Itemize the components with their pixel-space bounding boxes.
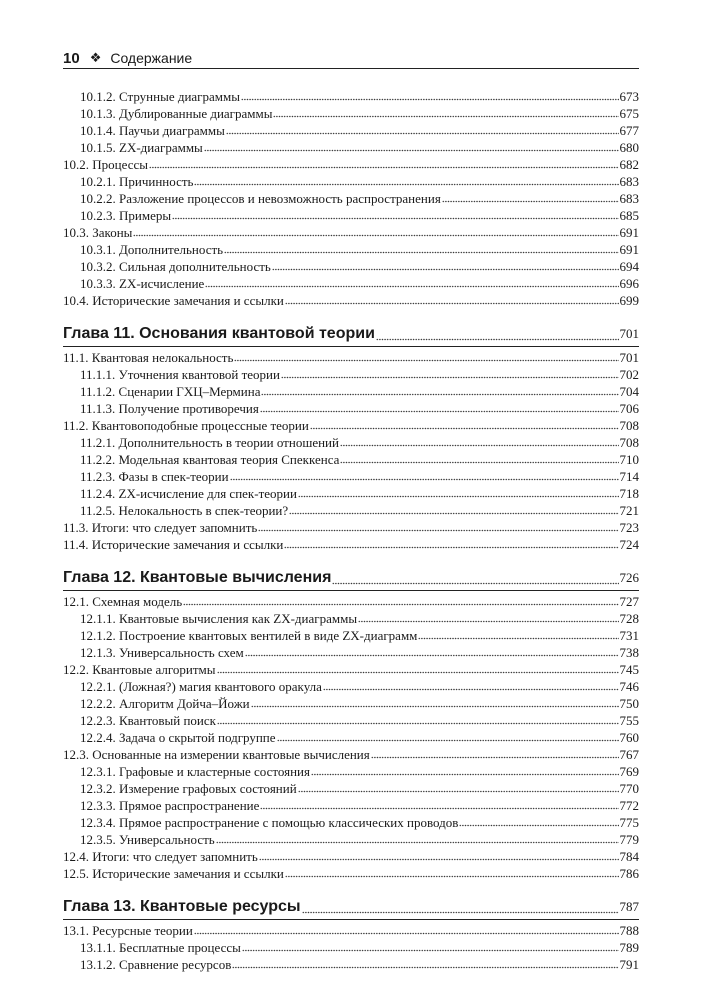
toc-page-number: 691 xyxy=(619,242,639,257)
toc-subsection[interactable] xyxy=(63,939,639,956)
toc-subsection[interactable] xyxy=(63,814,639,831)
dot-leader xyxy=(259,849,619,861)
toc-page-number: 791 xyxy=(619,957,639,972)
toc-subsection[interactable] xyxy=(63,956,639,973)
dot-leader xyxy=(310,418,619,430)
dot-leader xyxy=(311,764,619,776)
toc-section[interactable] xyxy=(63,848,639,865)
dot-leader xyxy=(281,367,619,379)
toc-page-number: 789 xyxy=(619,940,639,955)
running-title: Содержание xyxy=(110,50,193,66)
dot-leader xyxy=(260,798,618,810)
dot-leader xyxy=(183,594,618,606)
toc-entry-title: 10.1.3. Дублированные диаграммы xyxy=(80,106,273,121)
toc-page-number: 788 xyxy=(619,923,639,938)
toc-entry-title: 12.2.2. Алгоритм Дойча–Йожи xyxy=(80,696,250,711)
dot-leader xyxy=(149,157,619,169)
toc-entry-title: 12.1.1. Квантовые вычисления как ZX-диаграммы xyxy=(80,611,358,626)
table-of-contents xyxy=(63,88,639,973)
dot-leader xyxy=(459,815,618,827)
dot-leader xyxy=(205,276,618,288)
toc-entry-title: 12.1.3. Универсальность схем xyxy=(80,645,244,660)
toc-section[interactable] xyxy=(63,292,639,309)
toc-chapter-12[interactable] xyxy=(63,567,639,589)
toc-entry-title: 12.2.4. Задача о скрытой подгруппе xyxy=(80,730,276,745)
toc-subsection[interactable] xyxy=(63,468,639,485)
toc-entry-title: 11.4. Исторические замечания и ссылки xyxy=(63,537,284,552)
dot-leader xyxy=(298,486,619,498)
toc-entry-title: 12.5. Исторические замечания и ссылки xyxy=(63,866,284,881)
toc-entry-title: 10.2. Процессы xyxy=(63,157,148,172)
toc-subsection[interactable] xyxy=(63,763,639,780)
dot-leader xyxy=(340,435,619,447)
toc-entry-title: 10.1.2. Струнные диаграммы xyxy=(80,89,240,104)
toc-page-number: 704 xyxy=(619,384,639,399)
dot-leader xyxy=(172,208,618,220)
dot-leader xyxy=(251,696,619,708)
toc-section[interactable] xyxy=(63,417,639,434)
toc-entry-title: 12.3. Основанные на измерении квантовые вычисления xyxy=(63,747,370,762)
toc-entry-title: 10.1.5. ZX-диаграммы xyxy=(80,140,203,155)
toc-subsection[interactable] xyxy=(63,400,639,417)
toc-page-number: 772 xyxy=(619,798,639,813)
toc-page-number: 708 xyxy=(619,418,639,433)
toc-entry-title: 11.2.2. Модельная квантовая теория Спеккенса xyxy=(80,452,340,467)
toc-entry-title: 10.3.3. ZX-исчисление xyxy=(80,276,205,291)
chapter-divider xyxy=(63,346,639,347)
toc-subsection[interactable] xyxy=(63,122,639,139)
dot-leader xyxy=(376,329,619,341)
toc-entry-title: 10.3.1. Дополнительность xyxy=(80,242,224,257)
toc-chapter-13[interactable] xyxy=(63,896,639,918)
dot-leader xyxy=(340,452,618,464)
toc-entry-title: 10.2.2. Разложение процессов и невозможность распространения xyxy=(80,191,441,206)
toc-entry-title: 11.1.1. Уточнения квантовой теории xyxy=(80,367,280,382)
dot-leader xyxy=(358,611,618,623)
toc-subsection[interactable] xyxy=(63,780,639,797)
toc-page-number: 680 xyxy=(619,140,639,155)
toc-section[interactable] xyxy=(63,922,639,939)
toc-page-number: 769 xyxy=(619,764,639,779)
toc-page-number: 675 xyxy=(619,106,639,121)
toc-entry-title: 10.3.2. Сильная дополнительность xyxy=(80,259,271,274)
toc-entry-title: 11.1.3. Получение противоречия xyxy=(80,401,259,416)
toc-subsection[interactable] xyxy=(63,610,639,627)
toc-subsection[interactable] xyxy=(63,678,639,695)
toc-entry-title: 10.3. Законы xyxy=(63,225,133,240)
dot-leader xyxy=(258,520,618,532)
toc-subsection[interactable] xyxy=(63,451,639,468)
toc-page-number: 718 xyxy=(619,486,639,501)
dot-leader xyxy=(285,866,619,878)
toc-subsection[interactable] xyxy=(63,502,639,519)
toc-subsection[interactable] xyxy=(63,434,639,451)
dot-leader xyxy=(302,902,619,914)
dot-leader xyxy=(442,191,619,203)
toc-subsection[interactable] xyxy=(63,383,639,400)
toc-page-number: 787 xyxy=(619,899,639,914)
toc-subsection[interactable] xyxy=(63,88,639,105)
toc-entry-title: 11.2.5. Нелокальность в спек-теории? xyxy=(80,503,289,518)
toc-section[interactable] xyxy=(63,224,639,241)
toc-page-number: 767 xyxy=(619,747,639,762)
toc-page-number: 727 xyxy=(619,594,639,609)
toc-entry-title: 10.2.1. Причинность xyxy=(80,174,194,189)
toc-entry-title: 12.4. Итоги: что следует запомнить xyxy=(63,849,258,864)
toc-entry-title: 11.3. Итоги: что следует запомнить xyxy=(63,520,258,535)
toc-page-number: 708 xyxy=(619,435,639,450)
toc-entry-title: 10.1.4. Паучьи диаграммы xyxy=(80,123,225,138)
toc-page-number: 779 xyxy=(619,832,639,847)
dot-leader xyxy=(371,747,619,759)
dot-leader xyxy=(194,174,618,186)
toc-entry-title: 12.2.1. (Ложная?) магия квантового оракула xyxy=(80,679,322,694)
toc-page-number: 726 xyxy=(619,570,639,585)
dot-leader xyxy=(217,713,619,725)
toc-page-number: 683 xyxy=(619,174,639,189)
dot-leader xyxy=(230,469,619,481)
toc-page-number: 770 xyxy=(619,781,639,796)
dot-leader xyxy=(272,259,619,271)
toc-page-number: 745 xyxy=(619,662,639,677)
ornament-icon: ❖ xyxy=(89,50,102,65)
page-number: 10 xyxy=(63,49,80,67)
toc-entry-title: 11.2.3. Фазы в спек-теории xyxy=(80,469,229,484)
toc-section[interactable] xyxy=(63,536,639,553)
toc-page-number: 784 xyxy=(619,849,639,864)
dot-leader xyxy=(323,679,619,691)
toc-entry-title: 11.1. Квантовая нелокальность xyxy=(63,350,234,365)
dot-leader xyxy=(224,242,618,254)
toc-subsection[interactable] xyxy=(63,712,639,729)
toc-section[interactable] xyxy=(63,593,639,610)
toc-section[interactable] xyxy=(63,349,639,366)
toc-subsection[interactable] xyxy=(63,173,639,190)
toc-page-number: 694 xyxy=(619,259,639,274)
dot-leader xyxy=(289,503,618,515)
toc-page-number: 746 xyxy=(619,679,639,694)
toc-subsection[interactable] xyxy=(63,105,639,122)
toc-page-number: 699 xyxy=(619,293,639,308)
toc-page-number: 696 xyxy=(619,276,639,291)
toc-entry-title: 12.3.2. Измерение графовых состояний xyxy=(80,781,297,796)
dot-leader xyxy=(226,123,619,135)
dot-leader xyxy=(260,401,619,413)
dot-leader xyxy=(261,384,618,396)
chapter-divider xyxy=(63,590,639,591)
dot-leader xyxy=(273,106,618,118)
toc-page-number: 728 xyxy=(619,611,639,626)
toc-page-number: 701 xyxy=(619,350,639,365)
toc-entry-title: 11.2.4. ZX-исчисление для спек-теории xyxy=(80,486,297,501)
toc-subsection[interactable] xyxy=(63,729,639,746)
toc-page-number: 702 xyxy=(619,367,639,382)
toc-page-number: 706 xyxy=(619,401,639,416)
toc-page-number: 691 xyxy=(619,225,639,240)
dot-leader xyxy=(232,957,618,969)
dot-leader xyxy=(204,140,619,152)
chapter-title: Глава 11. Основания квантовой теории xyxy=(63,325,375,342)
toc-entry-title: 12.3.5. Универсальность xyxy=(80,832,215,847)
toc-page-number: 701 xyxy=(619,326,639,341)
toc-page-number: 786 xyxy=(619,866,639,881)
header-divider xyxy=(63,68,639,69)
toc-subsection[interactable] xyxy=(63,258,639,275)
toc-page-number: 682 xyxy=(619,157,639,172)
toc-page-number: 714 xyxy=(619,469,639,484)
toc-entry-title: 13.1.2. Сравнение ресурсов xyxy=(80,957,232,972)
toc-section[interactable] xyxy=(63,865,639,882)
toc-page-number: 721 xyxy=(619,503,639,518)
toc-section[interactable] xyxy=(63,519,639,536)
toc-page-number: 760 xyxy=(619,730,639,745)
toc-entry-title: 12.3.4. Прямое распространение с помощью классических проводов xyxy=(80,815,459,830)
toc-subsection[interactable] xyxy=(63,366,639,383)
toc-page-number: 710 xyxy=(619,452,639,467)
toc-subsection[interactable] xyxy=(63,207,639,224)
toc-section[interactable] xyxy=(63,156,639,173)
dot-leader xyxy=(284,537,618,549)
dot-leader xyxy=(241,89,619,101)
toc-page-number: 755 xyxy=(619,713,639,728)
dot-leader xyxy=(332,573,618,585)
toc-subsection[interactable] xyxy=(63,627,639,644)
page-header xyxy=(63,48,639,68)
toc-entry-title: 12.3.1. Графовые и кластерные состояния xyxy=(80,764,310,779)
toc-subsection[interactable] xyxy=(63,644,639,661)
toc-subsection[interactable] xyxy=(63,485,639,502)
toc-entry-title: 12.3.3. Прямое распространение xyxy=(80,798,260,813)
toc-subsection[interactable] xyxy=(63,190,639,207)
toc-page-number: 750 xyxy=(619,696,639,711)
toc-page-number: 731 xyxy=(619,628,639,643)
chapter-title: Глава 12. Квантовые вычисления xyxy=(63,569,332,586)
toc-subsection[interactable] xyxy=(63,139,639,156)
chapter-divider xyxy=(63,919,639,920)
toc-entry-title: 12.2.3. Квантовый поиск xyxy=(80,713,216,728)
toc-entry-title: 12.2. Квантовые алгоритмы xyxy=(63,662,216,677)
toc-page-number: 683 xyxy=(619,191,639,206)
toc-page-number: 775 xyxy=(619,815,639,830)
toc-chapter-11[interactable] xyxy=(63,323,639,345)
toc-subsection[interactable] xyxy=(63,241,639,258)
toc-entry-title: 10.4. Исторические замечания и ссылки xyxy=(63,293,284,308)
dot-leader xyxy=(245,645,619,657)
toc-entry-title: 10.2.3. Примеры xyxy=(80,208,172,223)
dot-leader xyxy=(277,730,619,742)
toc-subsection[interactable] xyxy=(63,695,639,712)
toc-subsection[interactable] xyxy=(63,831,639,848)
toc-section[interactable] xyxy=(63,746,639,763)
toc-page-number: 685 xyxy=(619,208,639,223)
toc-page-number: 723 xyxy=(619,520,639,535)
toc-page-number: 673 xyxy=(619,89,639,104)
toc-subsection[interactable] xyxy=(63,797,639,814)
toc-page-number: 724 xyxy=(619,537,639,552)
toc-section[interactable] xyxy=(63,661,639,678)
dot-leader xyxy=(133,225,618,237)
toc-page-number: 677 xyxy=(619,123,639,138)
dot-leader xyxy=(298,781,619,793)
toc-entry-title: 13.1. Ресурсные теории xyxy=(63,923,193,938)
toc-entry-title: 12.1. Схемная модель xyxy=(63,594,183,609)
dot-leader xyxy=(216,832,619,844)
toc-subsection[interactable] xyxy=(63,275,639,292)
toc-entry-title: 11.1.2. Сценарии ГХЦ–Мермина xyxy=(80,384,261,399)
dot-leader xyxy=(418,628,618,640)
toc-entry-title: 13.1.1. Бесплатные процессы xyxy=(80,940,241,955)
toc-entry-title: 11.2.1. Дополнительность в теории отношений xyxy=(80,435,339,450)
toc-page-number: 738 xyxy=(619,645,639,660)
toc-entry-title: 11.2. Квантовоподобные процессные теории xyxy=(63,418,309,433)
chapter-title: Глава 13. Квантовые ресурсы xyxy=(63,898,301,915)
dot-leader xyxy=(242,940,619,952)
dot-leader xyxy=(285,293,619,305)
toc-entry-title: 12.1.2. Построение квантовых вентилей в виде ZX-диаграмм xyxy=(80,628,418,643)
dot-leader xyxy=(234,350,618,362)
dot-leader xyxy=(194,923,619,935)
dot-leader xyxy=(217,662,619,674)
